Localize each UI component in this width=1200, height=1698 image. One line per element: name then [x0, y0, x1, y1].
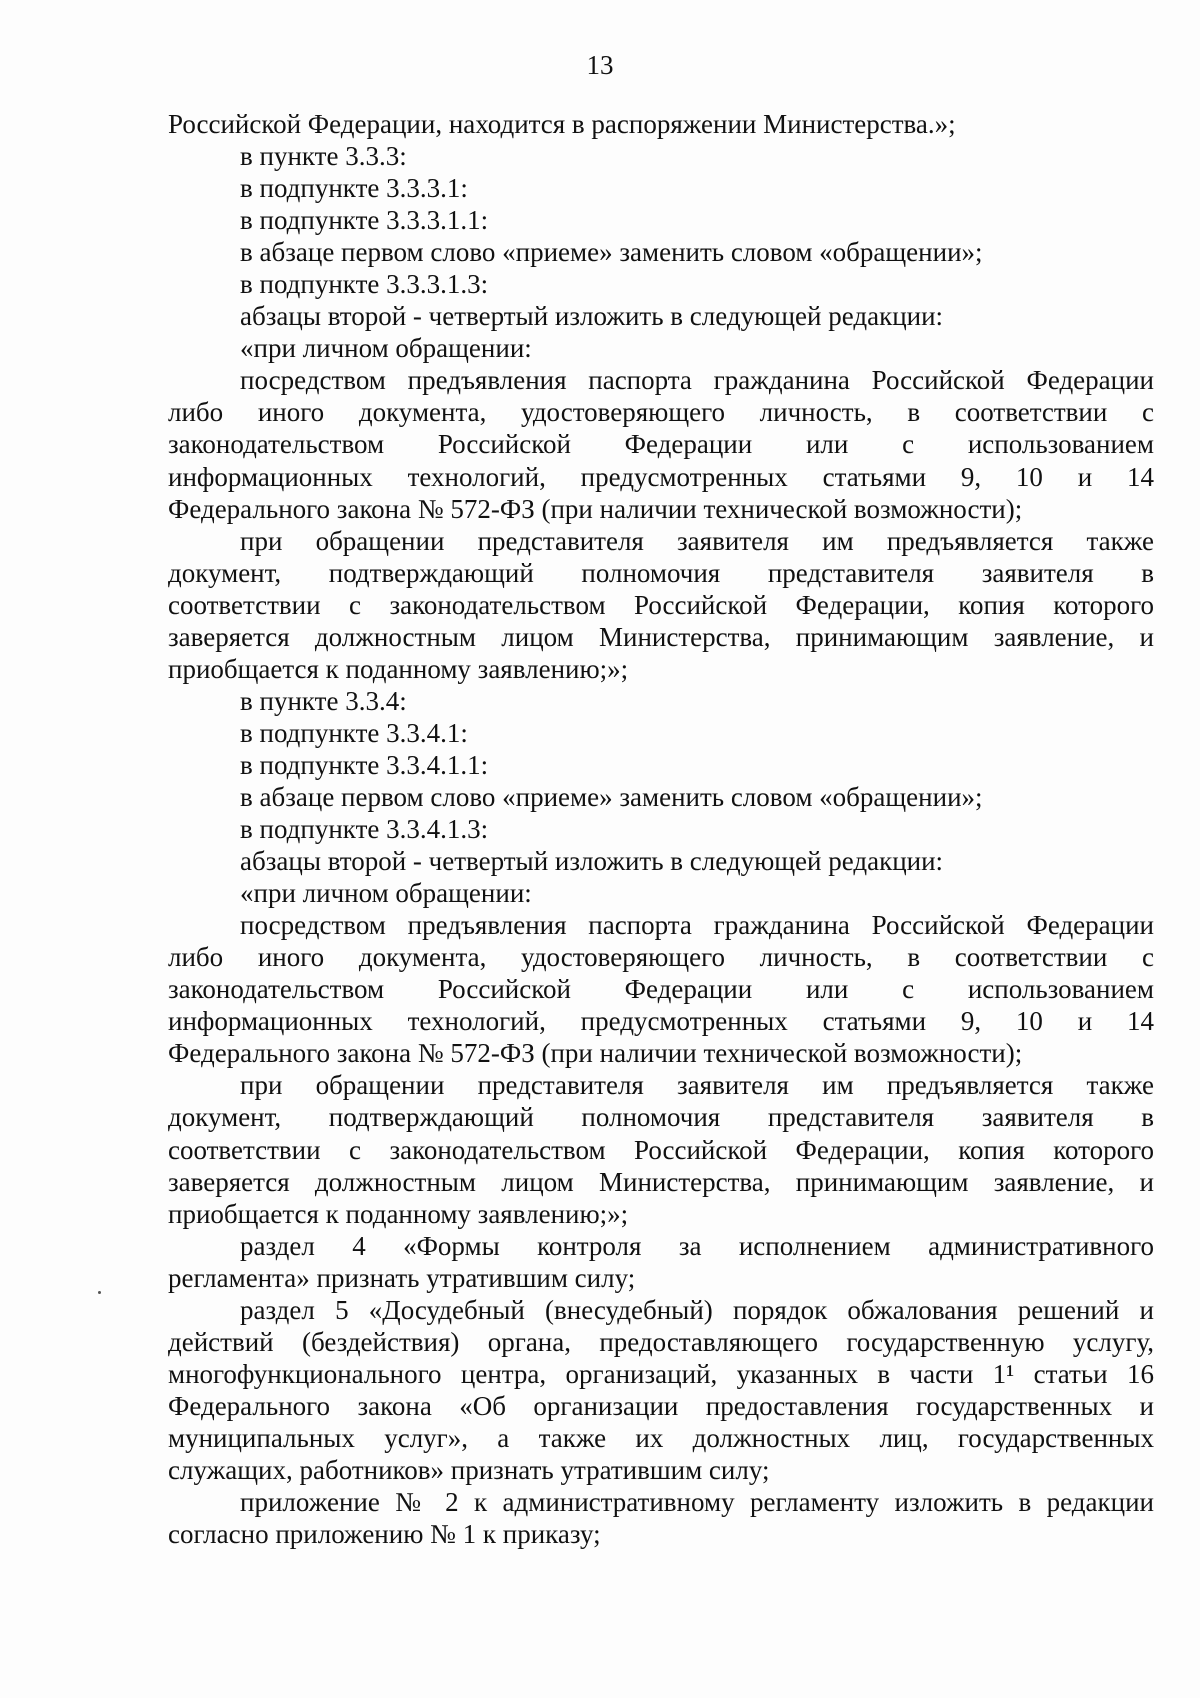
text-line: в пункте 3.3.4: — [240, 685, 407, 716]
text-line: в подпункте 3.3.4.1: — [240, 717, 468, 748]
text-line: «при личном обращении: — [240, 878, 532, 909]
text-line: абзацы второй - четвертый изложить в следующей редакции: — [240, 301, 944, 332]
text-line: при обращении представителя заявителя им предъявляется также — [240, 1070, 1154, 1101]
text-line: документ, подтверждающий полномочия представителя заявителя в — [168, 1102, 1154, 1133]
text-line: согласно приложению № 1 к приказу; — [168, 1519, 601, 1550]
text-line: информационных технологий, предусмотренных статьями 9, 10 и 14 — [168, 461, 1154, 492]
text-line: посредством предъявления паспорта гражданина Российской Федерации — [240, 910, 1154, 941]
text-line: посредством предъявления паспорта гражданина Российской Федерации — [240, 365, 1154, 396]
text-line: служащих, работников» признать утратившим силу; — [168, 1454, 770, 1485]
text-line: информационных технологий, предусмотренных статьями 9, 10 и 14 — [168, 1006, 1154, 1037]
text-line: заверяется должностным лицом Министерства, принимающим заявление, и — [168, 1166, 1154, 1197]
text-line: в подпункте 3.3.3.1.1: — [240, 205, 489, 236]
text-line: законодательством Российской Федерации или с использованием — [168, 429, 1154, 460]
text-line: раздел 4 «Формы контроля за исполнением административного — [240, 1230, 1154, 1261]
text-line: раздел 5 «Досудебный (внесудебный) порядок обжалования решений и — [240, 1294, 1154, 1325]
text-line: в подпункте 3.3.4.1.3: — [240, 814, 489, 845]
text-line: при обращении представителя заявителя им предъявляется также — [240, 525, 1154, 556]
page-number: 13 — [586, 50, 614, 80]
text-line: соответствии с законодательством Российской Федерации, копия которого — [168, 1134, 1154, 1165]
text-line: соответствии с законодательством Российской Федерации, копия которого — [168, 589, 1154, 620]
text-line: в пункте 3.3.3: — [240, 141, 407, 172]
text-line: регламента» признать утратившим силу; — [168, 1262, 636, 1293]
text-line: в подпункте 3.3.3.1: — [240, 173, 468, 204]
text-line: либо иного документа, удостоверяющего личность, в соответствии с — [168, 397, 1154, 428]
text-line: приобщается к поданному заявлению;»; — [168, 653, 629, 684]
text-line: в подпункте 3.3.3.1.3: — [240, 269, 489, 300]
text-line: законодательством Российской Федерации или с использованием — [168, 974, 1154, 1005]
scan-speck — [98, 1291, 101, 1294]
text-line: Федерального закона № 572-ФЗ (при наличии технической возможности); — [168, 493, 1023, 524]
text-line: в абзаце первом слово «приеме» заменить словом «обращении»; — [240, 781, 983, 812]
text-line: абзацы второй - четвертый изложить в следующей редакции: — [240, 846, 944, 877]
text-line: приобщается к поданному заявлению;»; — [168, 1198, 629, 1229]
text-line: многофункционального центра, организаций, указанных в части 1¹ статьи 16 — [168, 1358, 1154, 1389]
text-line: действий (бездействия) органа, предоставляющего государственную услугу, — [168, 1326, 1154, 1357]
text-line: Федерального закона «Об организации предоставления государственных и — [168, 1390, 1154, 1421]
text-line: в абзаце первом слово «приеме» заменить словом «обращении»; — [240, 237, 983, 268]
text-line: заверяется должностным лицом Министерства, принимающим заявление, и — [168, 621, 1154, 652]
text-line: документ, подтверждающий полномочия представителя заявителя в — [168, 557, 1154, 588]
text-line: муниципальных услуг», а также их должностных лиц, государственных — [168, 1422, 1154, 1453]
text-line: Федерального закона № 572-ФЗ (при наличии технической возможности); — [168, 1038, 1023, 1069]
text-line: либо иного документа, удостоверяющего личность, в соответствии с — [168, 942, 1154, 973]
text-line: «при личном обращении: — [240, 333, 532, 364]
document-body — [168, 108, 1154, 1550]
text-line: Российской Федерации, находится в распоряжении Министерства.»; — [168, 109, 956, 139]
text-line: приложение № 2 к административному регламенту изложить в редакции — [240, 1487, 1154, 1518]
text-line: в подпункте 3.3.4.1.1: — [240, 749, 489, 780]
